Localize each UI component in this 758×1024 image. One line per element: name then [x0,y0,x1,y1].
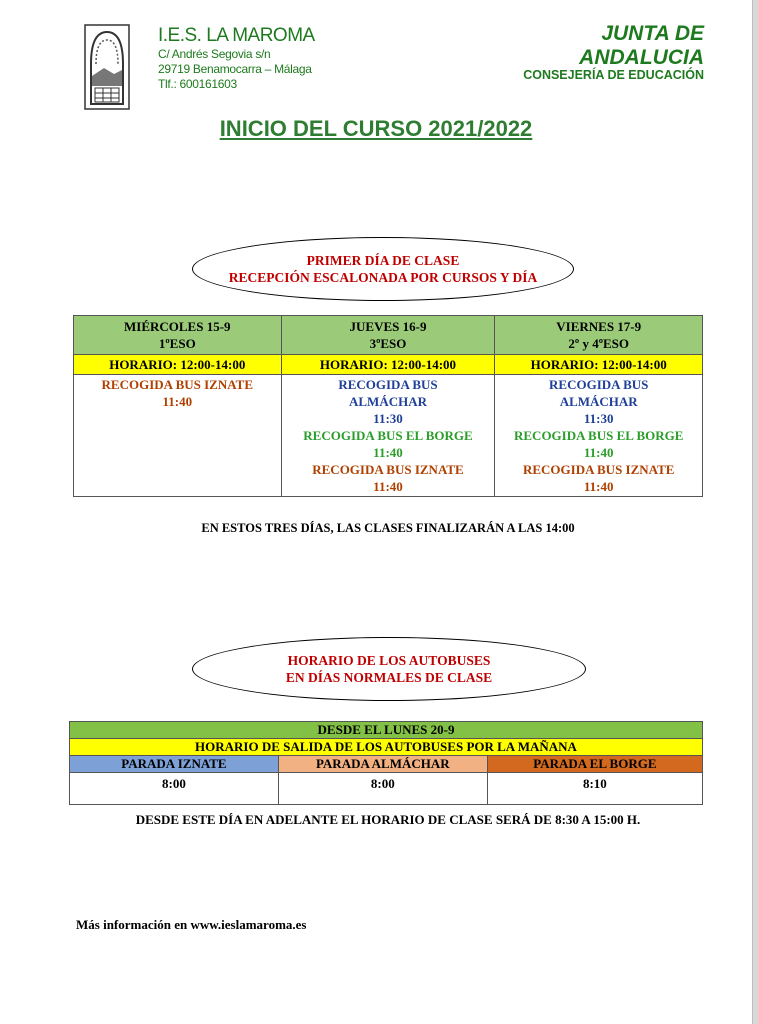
pickup-time: 11:40 [162,394,193,409]
bus-table [69,721,703,805]
pickup-name: RECOGIDA BUS IZNATE [312,462,464,477]
school-name: I.E.S. LA MAROMA [158,25,315,46]
stop-time: 8:10 [487,773,702,805]
oval-line: EN DÍAS NORMALES DE CLASE [285,670,493,685]
horario-cell: HORARIO: 12:00-14:00 [281,355,495,375]
junta-title: JUNTA DE ANDALUCIA [579,22,704,69]
stop-header-iznate: PARADA IZNATE [70,756,279,773]
school-address: C/ Andrés Segovia s/n [158,47,271,61]
school-logo-icon [84,24,130,110]
page-title: INICIO DEL CURSO 2021/2022 [219,116,533,141]
stop-time: 8:00 [278,773,487,805]
pickup-time: 11:40 [373,445,403,460]
pickup-time: 11:30 [373,411,403,426]
oval-line: PRIMER DÍA DE CLASE [306,253,460,268]
stop-header-el-borge: PARADA EL BORGE [487,756,702,773]
bus-schedule-oval [192,637,586,701]
school-phone: Tlf.: 600161603 [158,77,237,91]
start-date-row: DESDE EL LUNES 20-9 [70,722,703,739]
school-city: 29719 Benamocarra – Málaga [158,62,312,76]
pickup-name: RECOGIDA BUS IZNATE [522,462,675,477]
horario-cell: HORARIO: 12:00-14:00 [495,355,703,375]
pickup-time: 11:40 [583,445,614,460]
pickup-time: 11:40 [583,479,614,494]
junta-subtitle: CONSEJERÍA DE EDUCACIÓN [523,68,704,82]
pickup-name: RECOGIDA BUS IZNATE [101,377,254,392]
schedule-note: DESDE ESTE DÍA EN ADELANTE EL HORARIO DE CLASE SERÁ DE 8:30 A 15:00 H. [135,812,641,827]
pickup-name: RECOGIDA BUS EL BORGE [303,428,473,443]
more-info-link[interactable]: Más información en www.ieslamaroma.es [76,917,307,932]
pickup-name: RECOGIDA BUS EL BORGE [514,428,684,443]
pickup-cell [495,375,703,497]
pickup-cell [281,375,495,497]
day-header: VIERNES 17-9 2º y 4ºESO [495,316,703,355]
pickup-name: RECOGIDA BUS ALMÁCHAR [338,377,438,409]
stop-time: 8:00 [70,773,279,805]
oval-line: RECEPCIÓN ESCALONADA POR CURSOS Y DÍA [228,270,538,285]
oval-line: HORARIO DE LOS AUTOBUSES [287,653,491,668]
reception-table [73,315,703,497]
pickup-name: RECOGIDA BUS ALMÁCHAR [549,377,649,409]
first-day-oval [192,237,574,301]
stop-header-almachar: PARADA ALMÁCHAR [278,756,487,773]
end-time-note: EN ESTOS TRES DÍAS, LAS CLASES FINALIZARÁN A LAS 14:00 [201,521,575,535]
morning-departure-row: HORARIO DE SALIDA DE LOS AUTOBUSES POR LA MAÑANA [70,739,703,756]
day-header: JUEVES 16-9 3ºESO [281,316,495,355]
pickup-time: 11:40 [373,479,403,494]
pickup-time: 11:30 [583,411,614,426]
day-header: MIÉRCOLES 15-9 1ºESO [74,316,282,355]
pickup-cell [74,375,282,497]
junta-header [508,22,704,82]
horario-cell: HORARIO: 12:00-14:00 [74,355,282,375]
school-info [158,25,315,92]
